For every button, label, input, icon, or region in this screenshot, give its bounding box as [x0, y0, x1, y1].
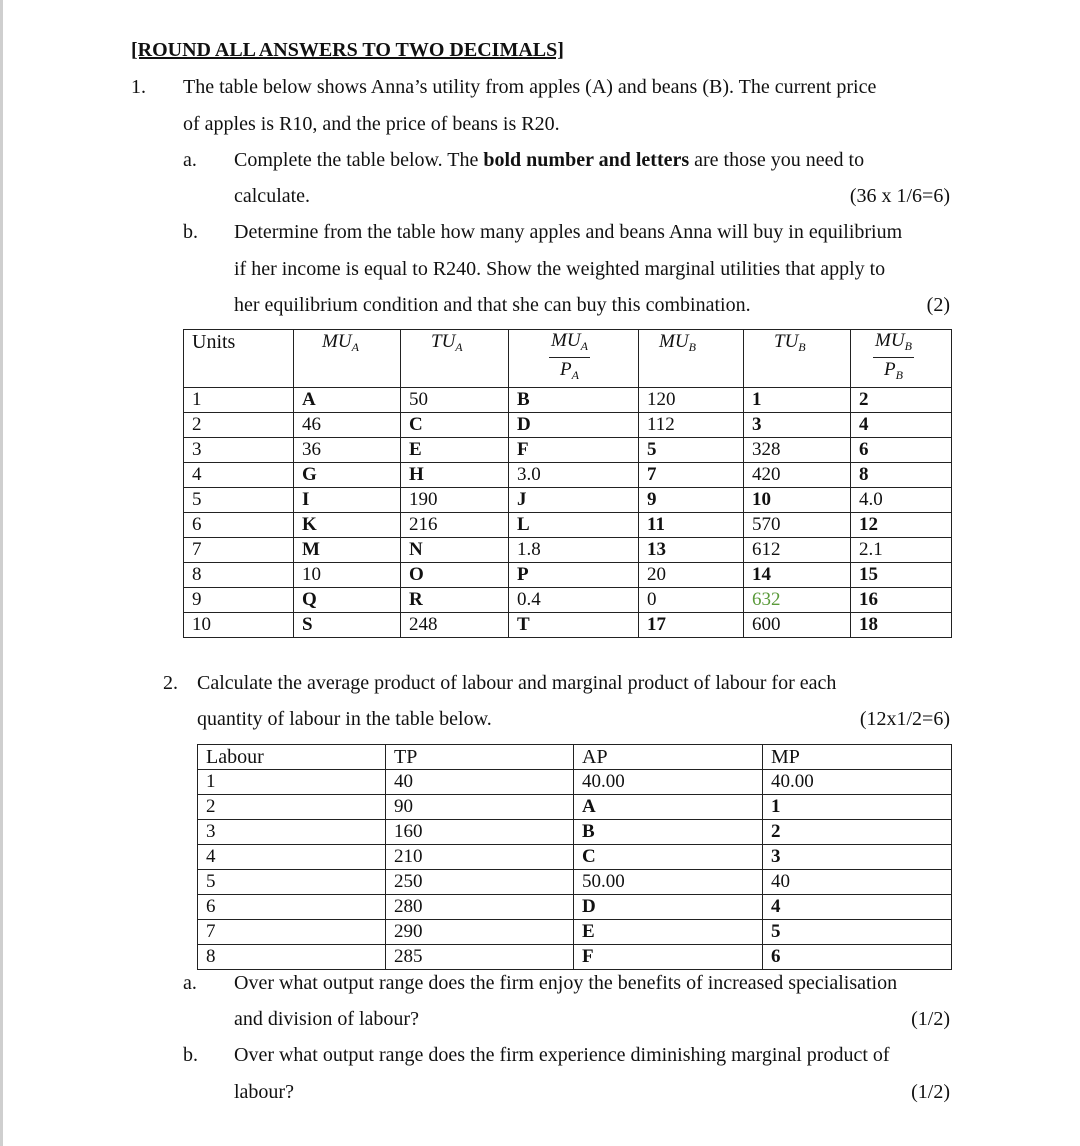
cell-ap: F: [574, 945, 763, 970]
q2b-label: b.: [183, 1044, 198, 1066]
header-tu-a: $TU_A$: [401, 330, 509, 388]
cell-tu-a: 190: [401, 488, 509, 513]
cell-tu-a: C: [401, 413, 509, 438]
cell-units: 5: [184, 488, 294, 513]
cell-mu-a-over-p-a: 1.8: [509, 538, 639, 563]
cell-mp: 3: [763, 845, 952, 870]
q1-text-line2: of apples is R10, and the price of beans is R20.: [183, 113, 560, 135]
q1a-line2-text: calculate.: [234, 185, 311, 207]
cell-mu-b-over-p-b: 4: [851, 413, 952, 438]
labour-table-row: [198, 820, 952, 845]
q1a-line1-post: are those you need to: [689, 149, 865, 171]
cell-tu-b: 328: [744, 438, 851, 463]
cell-mu-a-over-p-a: B: [509, 388, 639, 413]
utility-table-row: [184, 388, 952, 413]
cell-tu-a: O: [401, 563, 509, 588]
cell-labour: 4: [198, 845, 386, 870]
cell-labour: 5: [198, 870, 386, 895]
cell-units: 10: [184, 613, 294, 638]
page-heading: [ROUND ALL ANSWERS TO TWO DECIMALS]: [131, 39, 564, 61]
cell-mu-b-over-p-b: 2.1: [851, 538, 952, 563]
labour-table: [197, 744, 952, 970]
utility-table-row: [184, 488, 952, 513]
cell-ap: 50.00: [574, 870, 763, 895]
cell-mu-b: 0: [639, 588, 744, 613]
cell-mu-a: S: [294, 613, 401, 638]
utility-table-row: [184, 588, 952, 613]
cell-mu-b: 20: [639, 563, 744, 588]
q1b-line2: if her income is equal to R240. Show the weighted marginal utilities that apply to: [234, 258, 886, 280]
cell-mu-b-over-p-b: 12: [851, 513, 952, 538]
q2a-label: a.: [183, 972, 197, 994]
q2a-marks: (1/2): [911, 1008, 950, 1030]
cell-mu-b-over-p-b: 6: [851, 438, 952, 463]
cell-mu-a: 36: [294, 438, 401, 463]
cell-mu-b-over-p-b: 4.0: [851, 488, 952, 513]
cell-mu-a-over-p-a: P: [509, 563, 639, 588]
q2b-line1: Over what output range does the firm experience diminishing marginal product of: [234, 1044, 890, 1066]
cell-tu-b: 612: [744, 538, 851, 563]
cell-mu-a: G: [294, 463, 401, 488]
utility-table-row: [184, 463, 952, 488]
q1a-line2: [234, 184, 950, 208]
labour-table-row: [198, 795, 952, 820]
cell-mp: 2: [763, 820, 952, 845]
cell-units: 1: [184, 388, 294, 413]
cell-tp: 250: [386, 870, 574, 895]
cell-tu-b: 3: [744, 413, 851, 438]
cell-mu-a-over-p-a: F: [509, 438, 639, 463]
cell-labour: 1: [198, 770, 386, 795]
cell-mu-a-over-p-a: T: [509, 613, 639, 638]
cell-tu-b: 570: [744, 513, 851, 538]
cell-labour: 7: [198, 920, 386, 945]
cell-tu-a: 50: [401, 388, 509, 413]
labour-table-row: [198, 870, 952, 895]
cell-mu-a: K: [294, 513, 401, 538]
cell-units: 4: [184, 463, 294, 488]
cell-tu-b: 632: [744, 588, 851, 613]
cell-mu-b: 9: [639, 488, 744, 513]
cell-units: 3: [184, 438, 294, 463]
header-labour: Labour: [198, 745, 386, 770]
header-units: Units: [184, 330, 294, 388]
q2b-line2-text: labour?: [234, 1081, 294, 1103]
cell-mu-a-over-p-a: 3.0: [509, 463, 639, 488]
header-mu-a: $MU_A$: [294, 330, 401, 388]
cell-mu-a: 46: [294, 413, 401, 438]
q2a-line2: [234, 1007, 950, 1031]
q1-text-line1: The table below shows Anna’s utility from apples (A) and beans (B). The current price: [183, 76, 877, 98]
q2-number: 2.: [163, 672, 178, 694]
cell-mu-a-over-p-a: J: [509, 488, 639, 513]
q1b-label: b.: [183, 221, 198, 243]
cell-tu-a: E: [401, 438, 509, 463]
cell-labour: 8: [198, 945, 386, 970]
cell-tu-a: H: [401, 463, 509, 488]
cell-ap: E: [574, 920, 763, 945]
cell-ap: C: [574, 845, 763, 870]
cell-ap: D: [574, 895, 763, 920]
cell-mu-b-over-p-b: 2: [851, 388, 952, 413]
header-mu-a-over-p-a: $\frac{MU_A}{P_A}$: [509, 330, 639, 388]
header-mu-b-over-p-b: $\frac{MU_B}{P_B}$: [851, 330, 952, 388]
cell-units: 9: [184, 588, 294, 613]
q2a-line2-text: and division of labour?: [234, 1008, 419, 1030]
cell-mu-b-over-p-b: 8: [851, 463, 952, 488]
q2-text-line1: Calculate the average product of labour and marginal product of labour for each: [197, 672, 837, 694]
q1b-marks: (2): [926, 294, 950, 316]
utility-table-row: [184, 413, 952, 438]
utility-table-header-row: [184, 330, 952, 388]
utility-table-row: [184, 563, 952, 588]
cell-mp: 5: [763, 920, 952, 945]
cell-tp: 160: [386, 820, 574, 845]
cell-tp: 90: [386, 795, 574, 820]
cell-mu-b: 120: [639, 388, 744, 413]
cell-mu-b-over-p-b: 18: [851, 613, 952, 638]
cell-mu-b: 7: [639, 463, 744, 488]
cell-labour: 3: [198, 820, 386, 845]
q2b-line2: [234, 1080, 950, 1104]
utility-table-row: [184, 613, 952, 638]
labour-table-row: [198, 945, 952, 970]
cell-tu-a: R: [401, 588, 509, 613]
q1b-line3-text: her equilibrium condition and that she can buy this combination.: [234, 294, 751, 316]
header-tu-b: $TU_B$: [744, 330, 851, 388]
labour-table-row: [198, 920, 952, 945]
cell-mu-a-over-p-a: L: [509, 513, 639, 538]
cell-tu-a: N: [401, 538, 509, 563]
cell-mu-b: 13: [639, 538, 744, 563]
utility-table: [183, 329, 952, 638]
utility-table-row: [184, 438, 952, 463]
cell-labour: 6: [198, 895, 386, 920]
header-mu-b: $MU_B$: [639, 330, 744, 388]
utility-table-row: [184, 513, 952, 538]
cell-tu-a: 248: [401, 613, 509, 638]
labour-table-row: [198, 845, 952, 870]
cell-mu-b-over-p-b: 15: [851, 563, 952, 588]
cell-mu-b-over-p-b: 16: [851, 588, 952, 613]
cell-mu-b: 11: [639, 513, 744, 538]
header-mp: MP: [763, 745, 952, 770]
cell-mp: 40: [763, 870, 952, 895]
q1-number: 1.: [131, 76, 146, 98]
cell-tu-b: 14: [744, 563, 851, 588]
cell-mp: 6: [763, 945, 952, 970]
cell-mu-b: 5: [639, 438, 744, 463]
cell-mp: 1: [763, 795, 952, 820]
cell-tu-b: 10: [744, 488, 851, 513]
cell-tp: 285: [386, 945, 574, 970]
cell-tp: 210: [386, 845, 574, 870]
cell-mp: 4: [763, 895, 952, 920]
cell-mu-a: Q: [294, 588, 401, 613]
header-tp: TP: [386, 745, 574, 770]
labour-table-row: [198, 770, 952, 795]
cell-mu-a-over-p-a: D: [509, 413, 639, 438]
utility-table-row: [184, 538, 952, 563]
cell-mu-a: I: [294, 488, 401, 513]
header-ap: AP: [574, 745, 763, 770]
q1b-line3: [234, 293, 950, 317]
cell-ap: A: [574, 795, 763, 820]
q2-line2-text: quantity of labour in the table below.: [197, 708, 492, 730]
q1a-line1-pre: Complete the table below. The: [234, 149, 484, 171]
cell-mu-a: 10: [294, 563, 401, 588]
labour-table-row: [198, 895, 952, 920]
cell-mu-a: A: [294, 388, 401, 413]
cell-units: 7: [184, 538, 294, 563]
cell-mu-b: 112: [639, 413, 744, 438]
cell-tp: 290: [386, 920, 574, 945]
cell-units: 8: [184, 563, 294, 588]
cell-labour: 2: [198, 795, 386, 820]
cell-mu-b: 17: [639, 613, 744, 638]
q1a-line1-bold: bold number and letters: [483, 149, 690, 171]
cell-mu-a: M: [294, 538, 401, 563]
q2a-line1: Over what output range does the firm enjoy the benefits of increased specialisation: [234, 972, 898, 994]
cell-units: 6: [184, 513, 294, 538]
cell-mu-a-over-p-a: 0.4: [509, 588, 639, 613]
q1b-line1: Determine from the table how many apples and beans Anna will buy in equilibrium: [234, 221, 903, 243]
cell-units: 2: [184, 413, 294, 438]
cell-tu-b: 600: [744, 613, 851, 638]
page-left-border: [0, 0, 3, 1146]
cell-tu-b: 420: [744, 463, 851, 488]
q2-marks: (12x1/2=6): [859, 708, 950, 730]
q1a-line1: [234, 148, 952, 172]
q2-text-line2: [197, 707, 950, 731]
cell-tu-b: 1: [744, 388, 851, 413]
cell-tu-a: 216: [401, 513, 509, 538]
q2b-marks: (1/2): [911, 1081, 950, 1103]
labour-table-header-row: [198, 745, 952, 770]
q1a-marks: (36 x 1/6=6): [849, 185, 950, 207]
q1a-label: a.: [183, 149, 197, 171]
cell-ap: B: [574, 820, 763, 845]
cell-tp: 280: [386, 895, 574, 920]
cell-tp: 40: [386, 770, 574, 795]
cell-mp: 40.00: [763, 770, 952, 795]
cell-ap: 40.00: [574, 770, 763, 795]
